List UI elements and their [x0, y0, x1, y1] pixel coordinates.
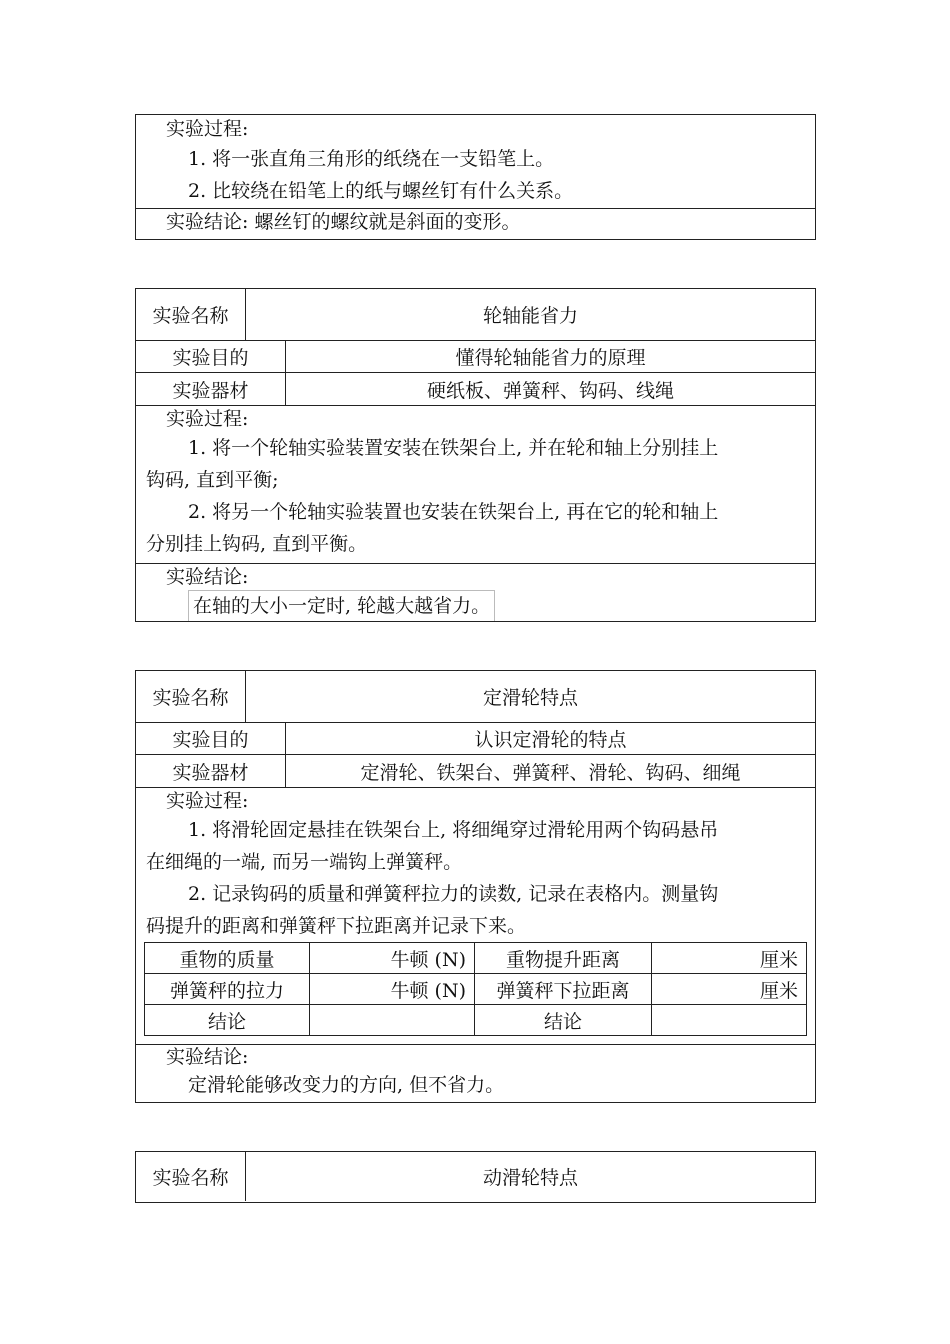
- process-step-1a: 1. 将一个轮轴实验装置安装在铁架台上, 并在轮和轴上分别挂上: [188, 437, 719, 459]
- table-row: [145, 943, 807, 974]
- measurement-table: [144, 942, 807, 1036]
- process-label: 实验过程:: [166, 790, 249, 812]
- name-row: [136, 289, 815, 341]
- process-row: [136, 406, 815, 564]
- conclusion-text: 实验结论: 螺丝钉的螺纹就是斜面的变形。: [166, 211, 521, 233]
- table-cell: [310, 1005, 475, 1036]
- process-step-2: 2. 比较绕在铅笔上的纸与螺丝钉有什么关系。: [188, 180, 574, 202]
- table-cell: [652, 1005, 807, 1036]
- experiment-name: 动滑轮特点: [482, 1167, 578, 1189]
- process-step-1: 1. 将一张直角三角形的纸绕在一支铅笔上。: [188, 148, 555, 170]
- equipment-label: 实验器材: [136, 373, 286, 405]
- experiment-name: 定滑轮特点: [482, 687, 578, 709]
- conclusion-row: [136, 564, 815, 621]
- name-label: 实验名称: [136, 671, 246, 722]
- experiment-name: 轮轴能省力: [482, 305, 578, 327]
- process-step-1a: 1. 将滑轮固定悬挂在铁架台上, 将细绳穿过滑轮用两个钩码悬吊: [188, 819, 719, 841]
- experiment-table-movable-pulley: [135, 1151, 816, 1203]
- conclusion-text: 在轴的大小一定时, 轮越大越省力。: [188, 590, 495, 621]
- process-row: [136, 788, 815, 1045]
- conclusion-label: 实验结论:: [166, 1046, 249, 1068]
- table-row: [145, 1005, 807, 1036]
- experiment-table-wheel-axle: [135, 288, 816, 622]
- equipment-row: [136, 373, 815, 406]
- equipment-label: 实验器材: [136, 755, 286, 787]
- experiment-table-screw: [135, 114, 816, 240]
- process-step-2a: 2. 将另一个轮轴实验装置也安装在铁架台上, 再在它的轮和轴上: [188, 501, 719, 523]
- conclusion-text: 定滑轮能够改变力的方向, 但不省力。: [188, 1074, 505, 1096]
- process-step-1b: 钩码, 直到平衡;: [146, 469, 279, 491]
- process-step-2a: 2. 记录钩码的质量和弹簧秤拉力的读数, 记录在表格内。测量钩: [188, 883, 719, 905]
- process-row: [136, 115, 815, 209]
- process-label: 实验过程:: [166, 118, 249, 140]
- name-label: 实验名称: [136, 289, 246, 340]
- process-step-2b: 分别挂上钩码, 直到平衡。: [146, 533, 368, 555]
- purpose-label: 实验目的: [136, 723, 286, 754]
- table-cell: 厘米: [652, 974, 807, 1005]
- table-cell: 牛顿 (N): [310, 943, 475, 974]
- table-cell: 重物提升距离: [475, 943, 652, 974]
- process-label: 实验过程:: [166, 408, 249, 430]
- name-row: [136, 671, 815, 723]
- purpose-label: 实验目的: [136, 341, 286, 372]
- table-cell: 牛顿 (N): [310, 974, 475, 1005]
- table-row: [145, 974, 807, 1005]
- experiment-table-fixed-pulley: [135, 670, 816, 1103]
- table-cell: 结论: [475, 1005, 652, 1036]
- name-row: [136, 1152, 815, 1201]
- name-label: 实验名称: [136, 1152, 246, 1201]
- process-step-1b: 在细绳的一端, 而另一端钩上弹簧秤。: [146, 851, 463, 873]
- conclusion-row: [136, 1045, 815, 1102]
- table-cell: 重物的质量: [145, 943, 310, 974]
- table-cell: 弹簧秤的拉力: [145, 974, 310, 1005]
- purpose-row: [136, 341, 815, 373]
- purpose-value: 认识定滑轮的特点: [474, 729, 627, 751]
- equipment-row: [136, 755, 815, 788]
- process-step-2b: 码提升的距离和弹簧秤下拉距离并记录下来。: [146, 915, 527, 937]
- equipment-value: 硬纸板、弹簧秤、钩码、线绳: [426, 379, 674, 402]
- conclusion-label: 实验结论:: [166, 566, 249, 588]
- table-cell: 厘米: [652, 943, 807, 974]
- equipment-value: 定滑轮、铁架台、弹簧秤、滑轮、钩码、细绳: [360, 761, 741, 784]
- purpose-value: 懂得轮轴能省力的原理: [455, 347, 646, 369]
- purpose-row: [136, 723, 815, 755]
- table-cell: 结论: [145, 1005, 310, 1036]
- table-cell: 弹簧秤下拉距离: [475, 974, 652, 1005]
- conclusion-row: [136, 209, 815, 239]
